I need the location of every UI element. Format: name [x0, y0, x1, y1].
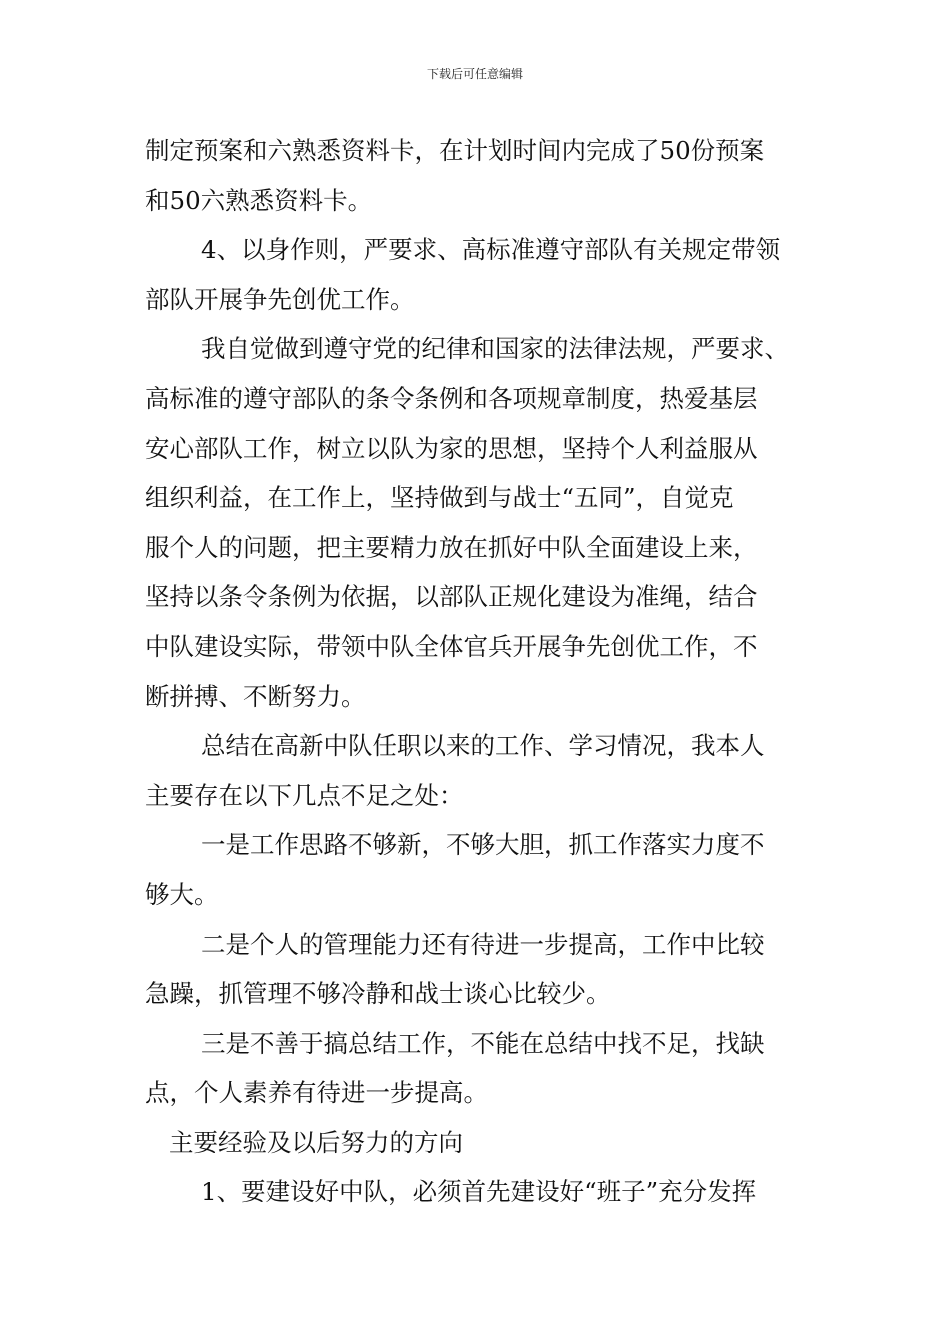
paragraph: 4、以身作则，严要求、高标准遵守部队有关规定带领 部队开展争先创优工作。	[145, 235, 781, 314]
paragraph: 总结在高新中队任职以来的工作、学习情况，我本人 主要存在以下几点不足之处：	[145, 731, 765, 810]
document-body	[145, 126, 825, 1217]
paragraph: 制定预案和六熟悉资料卡，在计划时间内完成了50份预案 和50六熟悉资料卡。	[145, 136, 765, 215]
paragraph: 二是个人的管理能力还有待进一步提高，工作中比较 急躁，抓管理不够冷静和战士谈心比较少。	[145, 929, 765, 1009]
paragraph: 1、要建设好中队，必须首先建设好“班子”充分发挥	[201, 1177, 757, 1207]
section-heading: 主要经验及以后努力的方向	[169, 1127, 463, 1157]
paragraph: 一是工作思路不够新，不够大胆，抓工作落实力度不 够大。	[145, 830, 765, 909]
paragraph: 三是不善于搞总结工作，不能在总结中找不足，找缺 点，个人素养有待进一步提高。	[145, 1028, 765, 1108]
page-header-note: 下载后可任意编辑	[426, 67, 523, 81]
paragraph: 我自觉做到遵守党的纪律和国家的法律法规，严要求、 高标准的遵守部队的条令条例和各项规章制度，热爱基层 安心部队工作，树立以队为家的思想，坚持个人利益服从 组织利益，在工作上，坚持做到与战士“五同”，自觉克 服个人的问题，把主要精力放在抓好中队全面建设上来， 坚持以条令条例为依据，以部队正规化建设为准绳，结合 中队建设实际，带领中队全体官兵开展争先创优工作，不 断拼搏、不断努力。	[145, 334, 789, 711]
